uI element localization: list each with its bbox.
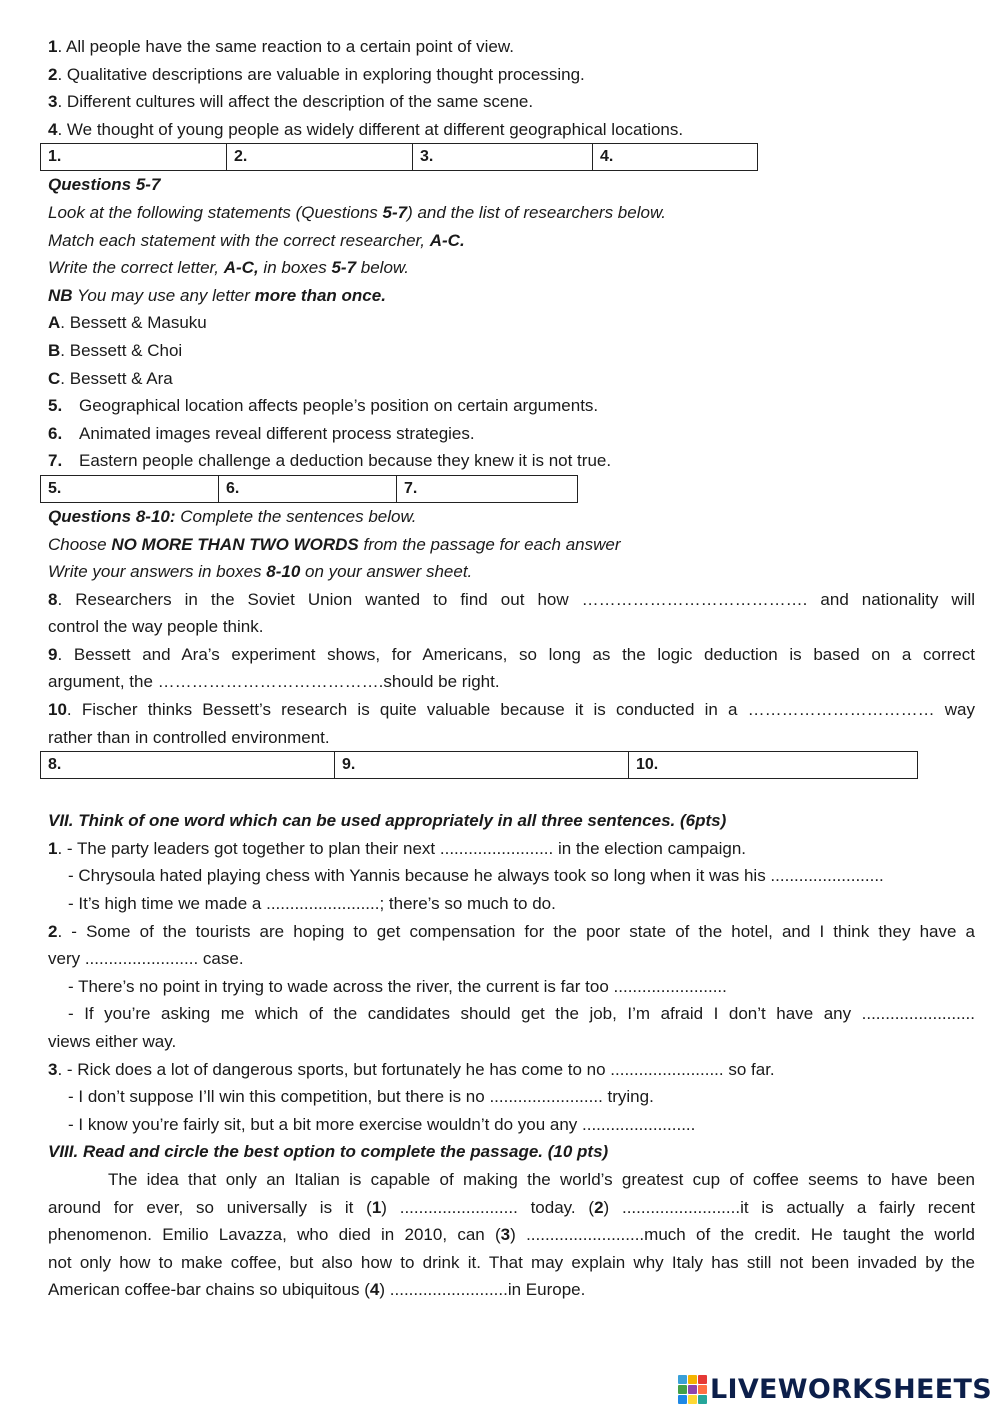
q5-7-instruction-3: Write the correct letter, A-C, in boxes 5-7 below. — [48, 258, 409, 278]
researcher-b: B. Bessett & Choi — [48, 340, 183, 360]
questions-5-7-heading: Questions 5-7 — [48, 175, 161, 195]
part-7-q1-c: - It’s high time we made a ........................; there’s so much to do. — [68, 894, 556, 914]
q5-7-instruction-1: Look at the following statements (Questions 5-7) and the list of researchers below. — [48, 202, 667, 222]
sentence-8-line-2: control the way people think. — [48, 617, 264, 637]
part-7-title: VII. Think of one word which can be used appropriately in all three sentences. (6pts) — [48, 811, 727, 831]
part-7-q3-b: - I don’t suppose I’ll win this competition, but there is no ........................ trying. — [68, 1087, 654, 1107]
part-7-q2-a-line-2: very ........................ case. — [48, 949, 244, 969]
passage-line-4: not only how to make coffee, but also how to drink it. That may explain why Italy has still not been invaded by the — [48, 1252, 975, 1272]
liveworksheets-logo — [678, 1369, 992, 1409]
researcher-a: A. Bessett & Masuku — [48, 313, 207, 333]
logo-cell — [698, 1375, 707, 1384]
logo-cell — [688, 1385, 697, 1394]
sentence-10-line-2: rather than in controlled environment. — [48, 727, 330, 747]
logo-text: LIVEWORKSHEETS — [709, 1373, 992, 1405]
logo-cell — [678, 1375, 687, 1384]
answer-table-5-7 — [40, 475, 578, 503]
questions-8-10-heading: Questions 8-10: Complete the sentences below. — [48, 506, 417, 526]
logo-cell — [698, 1395, 707, 1404]
passage-line-5: American coffee-bar chains so ubiquitous (4) .........................in Europe. — [48, 1280, 586, 1300]
part-7-q2-a-line-1: 2. - Some of the tourists are hoping to get compensation for the poor state of the hotel, and I think they have a — [48, 921, 975, 941]
logo-cell — [678, 1395, 687, 1404]
answer-box-2[interactable]: 2. — [227, 144, 413, 171]
logo-cell — [688, 1375, 697, 1384]
passage-line-1: The idea that only an Italian is capable of making the world’s greatest cup of coffee seems to have been — [108, 1169, 975, 1189]
statement-3: 3. Different cultures will affect the description of the same scene. — [48, 92, 534, 112]
part-7-q3-c: - I know you’re fairly sit, but a bit more exercise wouldn’t do you any ........................ — [68, 1114, 696, 1134]
answer-box-5[interactable]: 5. — [41, 475, 219, 502]
statement-2: 2. Qualitative descriptions are valuable in exploring thought processing. — [48, 64, 585, 84]
worksheet-page — [48, 33, 975, 1304]
statement-4: 4. We thought of young people as widely different at different geographical locations. — [48, 119, 684, 139]
statement-7: 7. Eastern people challenge a deduction because they knew it is not true. — [48, 451, 612, 471]
answer-table-1-4 — [40, 143, 758, 171]
sentence-9-line-2: argument, the ………………………………….should be right. — [48, 672, 500, 692]
part-7-q1-b: - Chrysoula hated playing chess with Yannis because he always took so long when it was his ........................ — [68, 866, 884, 886]
sentence-8-line-1: 8. Researchers in the Soviet Union wanted to find out how …………………………………. and nationality will — [48, 589, 975, 609]
liveworksheets-grid-icon — [678, 1375, 707, 1404]
logo-cell — [688, 1395, 697, 1404]
q5-7-nb-note: NB You may use any letter more than once. — [48, 285, 386, 305]
sentence-10-line-1: 10. Fischer thinks Bessett’s research is quite valuable because it is conducted in a …………………………… way — [48, 700, 975, 720]
part-7-q2-c-line-2: views either way. — [48, 1032, 177, 1051]
statement-6: 6. Animated images reveal different process strategies. — [48, 423, 475, 443]
passage-line-3: phenomenon. Emilio Lavazza, who died in 2010, can (3) .........................much of the credit. He taught the world — [48, 1225, 975, 1245]
answer-box-1[interactable]: 1. — [41, 144, 227, 171]
part-7-q3-a: 3. - Rick does a lot of dangerous sports, but fortunately he has come to no ........................ so far. — [48, 1059, 775, 1079]
q5-7-instruction-2: Match each statement with the correct researcher, A-C. — [48, 230, 465, 250]
part-8-title: VIII. Read and circle the best option to complete the passage. (10 pts) — [48, 1142, 609, 1162]
researcher-c: C. Bessett & Ara — [48, 368, 173, 388]
logo-cell — [698, 1385, 707, 1394]
part-7-q1-a: 1. - The party leaders got together to plan their next ........................ in the election campaign. — [48, 838, 747, 858]
answer-table-8-10 — [40, 751, 918, 779]
part-7-q2-c-line-1: - If you’re asking me which of the candidates should get the job, I’m afraid I don’t have any ........................ — [68, 1004, 975, 1024]
answer-box-7[interactable]: 7. — [397, 475, 578, 502]
logo-cell — [678, 1385, 687, 1394]
q8-10-instruction-2: Write your answers in boxes 8-10 on your answer sheet. — [48, 562, 473, 582]
answer-box-10[interactable]: 10. — [629, 752, 918, 779]
answer-box-6[interactable]: 6. — [219, 475, 397, 502]
q8-10-instruction-1: Choose NO MORE THAN TWO WORDS from the passage for each answer — [48, 534, 621, 554]
statement-5: 5. Geographical location affects people’s position on certain arguments. — [48, 396, 599, 416]
part-7-q2-b: - There’s no point in trying to wade across the river, the current is far too ........................ — [68, 976, 727, 996]
sentence-9-line-1: 9. Bessett and Ara’s experiment shows, for Americans, so long as the logic deduction is based on a correct — [48, 644, 975, 664]
answer-box-3[interactable]: 3. — [413, 144, 593, 171]
answer-box-9[interactable]: 9. — [335, 752, 629, 779]
statement-1: 1. All people have the same reaction to a certain point of view. — [48, 37, 514, 56]
passage-line-2: around for ever, so universally is it (1) ......................... today. (2) .........................it is actually a fairly recent — [48, 1197, 975, 1217]
answer-box-8[interactable]: 8. — [41, 752, 335, 779]
answer-box-4[interactable]: 4. — [593, 144, 758, 171]
